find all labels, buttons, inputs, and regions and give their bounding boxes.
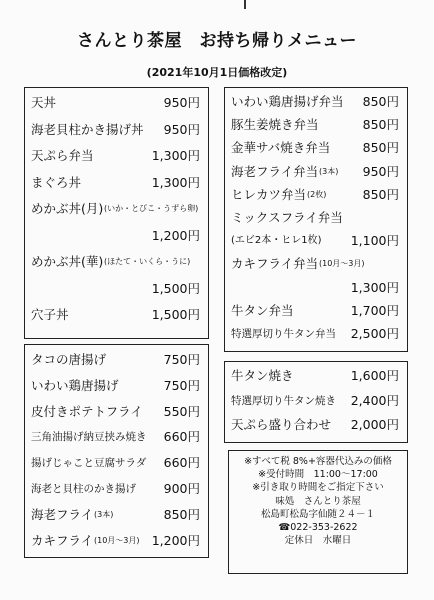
- menu-item-note: (10月～3月): [319, 259, 365, 269]
- menu-item-name: 海老フライ: [31, 506, 94, 522]
- menu-item-name: めかぶ丼(月): [31, 201, 104, 216]
- menu-item-name: 海老貝柱かき揚げ丼: [31, 121, 144, 137]
- menu-item-name: 豚生姜焼き弁当: [231, 117, 319, 133]
- menu-item-name: まぐろ丼: [31, 174, 82, 190]
- menu-item-note: (3本): [319, 166, 339, 176]
- menu-box-rice-bowls: [24, 87, 209, 339]
- menu-item-price: 850円: [362, 140, 399, 156]
- menu-item-note: (ほたて・いくら・うに): [104, 257, 191, 266]
- menu-item-name: ミックスフライ弁当: [231, 210, 343, 225]
- menu-item: [225, 414, 407, 436]
- menu-item: [25, 478, 208, 500]
- menu-item-price: 1,500円: [151, 307, 200, 322]
- menu-item-name: ヒレカツ弁当: [231, 186, 307, 202]
- menu-item-price: 1,300円: [151, 174, 200, 190]
- menu-item-name: 牛タン弁当: [231, 302, 294, 318]
- edge-mark: [244, 0, 246, 9]
- menu-item: [225, 207, 407, 229]
- menu-item: [225, 365, 407, 387]
- shop-name: 味処 さんとり茶屋: [275, 495, 361, 507]
- menu-item: [25, 225, 208, 247]
- tax-note: ※すべて税 8%+容器代込みの価格: [244, 456, 392, 467]
- menu-item-name: 特選厚切り牛タン弁当: [231, 328, 336, 340]
- menu-item-name: 天丼: [31, 95, 57, 110]
- menu-item: [25, 92, 208, 114]
- menu-item-price: 660円: [163, 429, 200, 445]
- pickup-note: ※引き取り時間をご指定下さい: [252, 482, 384, 494]
- menu-item: [225, 161, 407, 183]
- menu-item: [25, 198, 208, 220]
- menu-item-price: 1,700円: [350, 302, 399, 318]
- menu-item: [225, 253, 407, 275]
- menu-item-name: 金華サバ焼き弁当: [231, 140, 331, 156]
- menu-item-name: 皮付きポテトフライ: [31, 403, 143, 419]
- menu-item-price: 850円: [362, 186, 399, 202]
- menu-item: [225, 390, 407, 412]
- menu-item-price: 850円: [362, 94, 399, 109]
- menu-item-price: 550円: [163, 403, 200, 419]
- menu-item-name: めかぶ丼(華): [31, 254, 104, 269]
- menu-item: [25, 375, 208, 397]
- menu-item-price: 1,600円: [350, 368, 399, 383]
- menu-item-name: 海老と貝柱のかき揚げ: [31, 483, 136, 495]
- menu-item-name: 穴子丼: [31, 307, 69, 322]
- menu-item: [25, 504, 208, 526]
- menu-item-note: (10月～3月): [94, 535, 140, 545]
- menu-item-price: 750円: [163, 377, 200, 393]
- menu-box-bento: [224, 87, 408, 352]
- menu-item-name: カキフライ: [31, 532, 94, 548]
- menu-item: [225, 323, 407, 345]
- shop-address: 松島町松島字仙随２４－１: [260, 508, 375, 520]
- menu-item-price: 660円: [163, 455, 200, 471]
- menu-box-grill: [224, 361, 408, 443]
- menu-item: [25, 452, 208, 474]
- menu-item-price: 900円: [163, 481, 200, 496]
- menu-item-name: いわい鶏唐揚げ弁当: [231, 94, 344, 109]
- menu-item: [225, 230, 407, 252]
- menu-item-name: 海老フライ弁当: [231, 163, 319, 179]
- menu-item: [25, 251, 208, 273]
- menu-item: [25, 401, 208, 423]
- closed-day: 定休日 水曜日: [284, 535, 352, 547]
- menu-item-name: 天ぷら盛り合わせ: [231, 417, 332, 432]
- menu-item: [25, 349, 208, 371]
- menu-item: [25, 304, 208, 326]
- menu-item-price: 850円: [163, 506, 200, 522]
- order-hours: ※受付時間 11:00～17:00: [258, 469, 378, 481]
- menu-item-name: (エビ2本・ヒレ1枚): [231, 235, 322, 247]
- menu-item-note: (いか・とびこ・うずら卵): [104, 204, 199, 213]
- menu-item-price: 950円: [163, 121, 200, 137]
- menu-item: [25, 145, 208, 167]
- page-title: さんとり茶屋 お持ち帰りメニュー: [77, 31, 357, 51]
- menu-item-name: カキフライ弁当: [231, 256, 319, 272]
- store-info-box: [228, 450, 408, 574]
- menu-item-price: 2,000円: [350, 417, 399, 432]
- menu-item-name: いわい鶏唐揚げ: [31, 377, 119, 393]
- menu-item-price: 750円: [163, 352, 200, 367]
- menu-item-price: 1,200円: [151, 532, 200, 548]
- menu-item: [25, 172, 208, 194]
- menu-item: [25, 278, 208, 300]
- menu-item-price: 1,300円: [151, 148, 200, 163]
- menu-item: [225, 137, 407, 159]
- menu-item: [225, 277, 407, 299]
- menu-item-note: (3本): [94, 509, 114, 519]
- menu-item-note: (2枚): [307, 189, 327, 199]
- menu-item-price: 2,500円: [350, 326, 399, 341]
- menu-item-price: 1,500円: [151, 280, 200, 296]
- menu-item: [25, 530, 208, 552]
- menu-item-price: 1,300円: [350, 279, 399, 295]
- menu-item-price: 2,400円: [350, 392, 399, 408]
- price-revision-date: (2021年10月1日価格改定): [146, 66, 288, 79]
- menu-item-price: 1,100円: [350, 233, 399, 249]
- menu-item-name: 揚げじゃこと豆腐サラダ: [31, 457, 147, 470]
- menu-item-name: 天ぷら弁当: [31, 148, 94, 163]
- menu-item-name: タコの唐揚げ: [31, 352, 107, 367]
- menu-item: [225, 300, 407, 322]
- menu-item: [225, 114, 407, 136]
- menu-item-price: 1,200円: [151, 227, 200, 243]
- menu-item: [25, 426, 208, 448]
- menu-item: [225, 184, 407, 206]
- menu-item-name: 三角油揚げ納豆挟み焼き: [31, 431, 147, 444]
- menu-item-name: 特選厚切り牛タン焼き: [231, 394, 336, 407]
- menu-item-price: 950円: [163, 95, 200, 110]
- menu-item: [25, 119, 208, 141]
- menu-item-name: 牛タン焼き: [231, 368, 294, 383]
- menu-box-sides: [24, 344, 209, 558]
- menu-item-price: 850円: [362, 117, 399, 133]
- menu-item: [225, 91, 407, 113]
- menu-item-price: 950円: [362, 163, 399, 179]
- shop-phone: ☎022-353-2622: [278, 521, 358, 533]
